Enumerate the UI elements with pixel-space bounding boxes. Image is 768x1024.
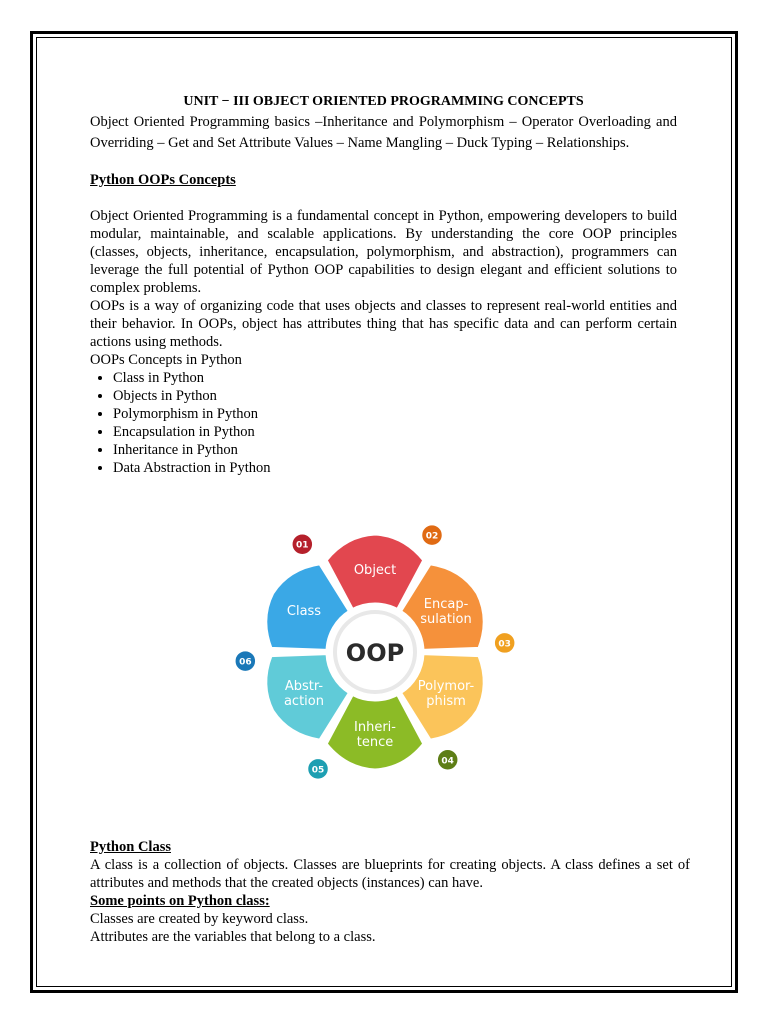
- diagram-number-label: 06: [239, 657, 252, 668]
- diagram-segment-label: Inheri-: [354, 720, 396, 735]
- diagram-segment-label: Object: [353, 563, 397, 578]
- section-heading-class: Python Class: [90, 839, 171, 855]
- class-section: [90, 838, 690, 946]
- document-body: [90, 92, 677, 477]
- diagram-segment-label: phism: [426, 694, 466, 709]
- diagram-number-label: 01: [296, 540, 309, 551]
- diagram-segment-label: Class: [286, 604, 322, 619]
- section-heading-oops: Python OOPs Concepts: [90, 172, 236, 188]
- diagram-segment-label: Abstr-: [284, 679, 324, 694]
- list-item: • Encapsulation in Python: [113, 423, 677, 441]
- subheading-class-points: Some points on Python class:: [90, 893, 270, 909]
- list-item: • Class in Python: [113, 369, 677, 387]
- diagram-number-label: 03: [498, 639, 511, 650]
- unit-title: UNIT − III OBJECT ORIENTED PROGRAMMING CONCEPTS: [183, 94, 584, 109]
- concepts-list: [90, 369, 677, 477]
- diagram-segment-label: sulation: [420, 612, 472, 627]
- list-item: • Objects in Python: [113, 387, 677, 405]
- diagram-number-label: 05: [311, 765, 325, 776]
- oop-diagram-svg: [240, 510, 510, 790]
- paragraph-oop-intro: Object Oriented Programming is a fundamental concept in Python, empowering developers to build modular, maintainable, and scalable applications. By understanding the core OOP principles (classes, objects, inheritance, encapsulation, polymorphism, and abstraction), programmers can leverage the full potential of Python OOP capabilities to design elegant and efficient solutions to complex problems.: [90, 208, 677, 296]
- diagram-number-label: 04: [441, 756, 454, 767]
- class-point: Attributes are the variables that belong to a class.: [90, 929, 376, 945]
- oop-diagram: [240, 510, 510, 790]
- list-intro: OOPs Concepts in Python: [90, 352, 242, 368]
- list-item: • Polymorphism in Python: [113, 405, 677, 423]
- paragraph-oops-definition: OOPs is a way of organizing code that uses objects and classes to represent real-world entities and their behavior. In OOPs, object has attributes thing that has specific data and can perform certain actions using methods.: [90, 298, 677, 350]
- diagram-segment-label: Polymor-: [417, 679, 475, 694]
- diagram-segment-label: Encap-: [423, 597, 469, 612]
- list-item: • Inheritance in Python: [113, 441, 677, 459]
- diagram-segment-label: tence: [356, 735, 394, 750]
- diagram-center-label: OOP: [345, 639, 405, 667]
- diagram-number-label: 02: [425, 531, 439, 542]
- unit-intro: Object Oriented Programming basics –Inheritance and Polymorphism – Operator Overloading and Overriding – Get and Set Attribute Values – Name Mangling – Duck Typing – Relationships.: [90, 114, 677, 151]
- diagram-segment-label: action: [283, 694, 324, 709]
- paragraph-class-definition: A class is a collection of objects. Classes are blueprints for creating objects. A class defines a set of attributes and methods that the created objects (instances) can have.: [90, 857, 690, 891]
- class-point: Classes are created by keyword class.: [90, 911, 309, 927]
- list-item: • Data Abstraction in Python: [113, 459, 677, 477]
